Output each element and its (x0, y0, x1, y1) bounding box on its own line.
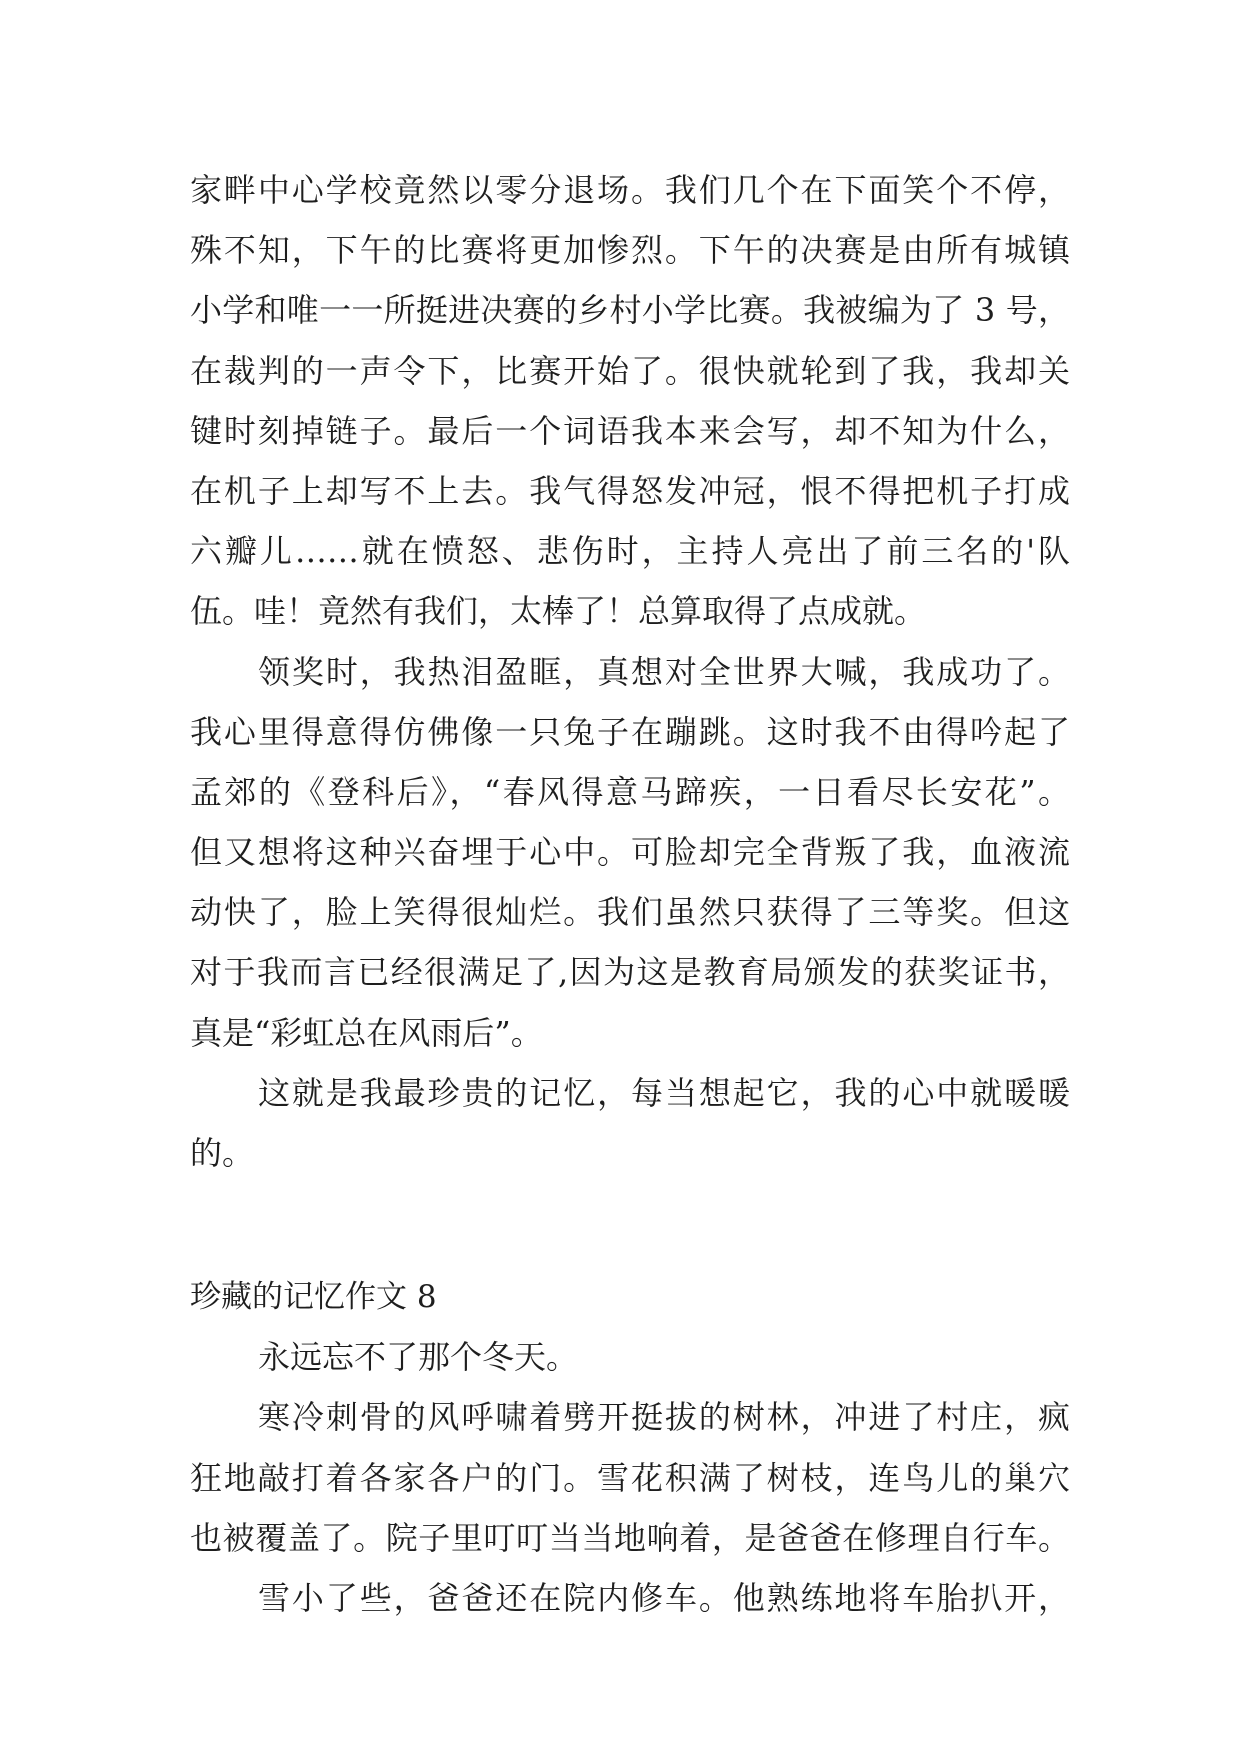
paragraph (190, 1327, 1070, 1387)
text-line: 伍。哇！竟然有我们，太棒了！总算取得了点成就。 (190, 592, 927, 631)
text-line: 这就是我最珍贵的记忆，每当想起它，我的心中就暖暖 (258, 1073, 1070, 1112)
paragraph (190, 1387, 1070, 1568)
text-line: 小学和唯一一所挺进决赛的乡村小学比赛。我被编为了 3 号， (190, 291, 1070, 330)
text-line: 的。 (190, 1134, 255, 1172)
paragraph (190, 642, 1070, 1063)
section-gap (190, 1183, 1070, 1267)
text-line: 领奖时，我热泪盈眶，真想对全世界大喊，我成功了。 (258, 652, 1070, 691)
text-line: 雪小了些，爸爸还在院内修车。他熟练地将车胎扒开， (258, 1578, 1070, 1617)
text-line: 对于我而言已经很满足了,因为这是教育局颁发的获奖证书， (190, 953, 1070, 992)
text-line: 六瓣儿……就在愤怒、悲伤时，主持人亮出了前三名的'队 (190, 532, 1070, 571)
text-line: 永远忘不了那个冬天。 (258, 1338, 579, 1377)
text-line: 在机子上却写不上去。我气得怒发冲冠，恨不得把机子打成 (190, 471, 1070, 510)
text-line: 我心里得意得仿佛像一只兔子在蹦跳。这时我不由得吟起了 (190, 712, 1070, 751)
text-line: 孟郊的《登科后》，“春风得意马蹄疾，一日看尽长安花”。 (190, 772, 1070, 811)
text-line: 动快了，脸上笑得很灿烂。我们虽然只获得了三等奖。但这 (190, 893, 1070, 932)
paragraph (190, 1063, 1070, 1183)
text-line: 键时刻掉链子。最后一个词语我本来会写，却不知为什么， (190, 411, 1070, 450)
text-line: 在裁判的一声令下，比赛开始了。很快就轮到了我，我却关 (190, 351, 1070, 390)
paragraph (190, 1568, 1070, 1628)
text-line: 但又想将这种兴奋埋于心中。可脸却完全背叛了我，血液流 (190, 833, 1070, 872)
text-line: 也被覆盖了。院子里叮叮当当地响着，是爸爸在修理自行车。 (190, 1518, 1070, 1557)
text-line: 殊不知，下午的比赛将更加惨烈。下午的决赛是由所有城镇 (190, 231, 1070, 270)
text-line: 真是“彩虹总在风雨后”。 (190, 1013, 543, 1052)
paragraph (190, 160, 1070, 642)
text-line: 狂地敲打着各家各户的门。雪花积满了树枝，连鸟儿的巢穴 (190, 1458, 1070, 1497)
text-line: 家畔中心学校竟然以零分退场。我们几个在下面笑个不停， (190, 171, 1070, 209)
document-body (190, 160, 1070, 1628)
text-line: 寒冷刺骨的风呼啸着劈开挺拔的树林，冲进了村庄，疯 (258, 1398, 1070, 1437)
section-title: 珍藏的记忆作文 8 (190, 1279, 437, 1316)
